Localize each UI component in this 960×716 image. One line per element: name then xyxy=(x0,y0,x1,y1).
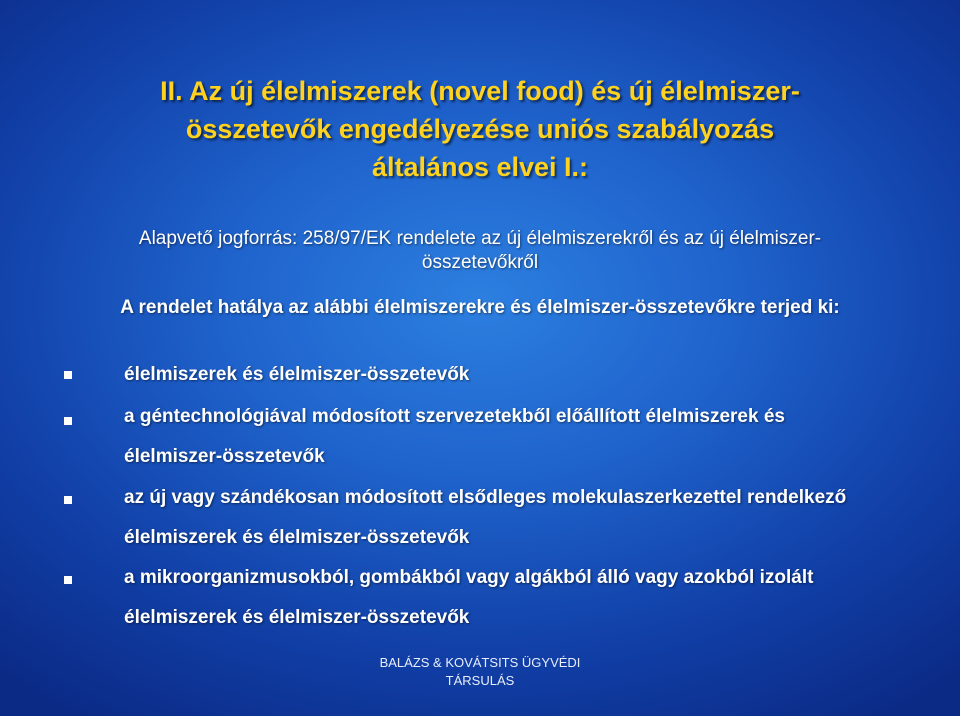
scope-heading: A rendelet hatálya az alábbi élelmiszerekre és élelmiszer-összetevőkre terjed ki: xyxy=(120,297,840,318)
square-bullet-icon xyxy=(64,576,72,584)
slide-title-line-2: összetevők engedélyezése uniós szabályozás xyxy=(185,114,775,144)
legal-source-line-1: Alapvető jogforrás: 258/97/EK rendelete az új élelmiszerekről és az új élelmiszer- xyxy=(138,228,822,249)
bullet-line-1: élelmiszerek és élelmiszer-összetevők xyxy=(124,364,470,385)
slide-title-line-3: általános elvei I.: xyxy=(371,152,589,182)
bullet-line-2: élelmiszer-összetevők xyxy=(124,446,325,467)
bullet-line-2: élelmiszerek és élelmiszer-összetevők xyxy=(124,607,470,628)
footer-line-2: TÁRSULÁS xyxy=(445,673,515,688)
bullet-line-1: az új vagy szándékosan módosított elsődleges molekulaszerkezettel rendelkező xyxy=(124,487,847,508)
square-bullet-icon xyxy=(64,417,72,425)
square-bullet-icon xyxy=(64,371,72,379)
footer-line-1: BALÁZS & KOVÁTSITS ÜGYVÉDI xyxy=(379,655,581,670)
legal-source-line-2: összetevőkről xyxy=(421,252,539,273)
footer-firm-name xyxy=(360,654,600,690)
bullet-line-1: a mikroorganizmusokból, gombákból vagy algákból álló vagy azokból izolált xyxy=(124,567,814,588)
square-bullet-icon xyxy=(64,496,72,504)
bullet-line-1: a géntechnológiával módosított szervezetekből előállított élelmiszerek és xyxy=(124,406,785,427)
bullet-line-2: élelmiszerek és élelmiszer-összetevők xyxy=(124,527,470,548)
slide-title-line-1: II. Az új élelmiszerek (novel food) és új élelmiszer- xyxy=(160,76,800,106)
